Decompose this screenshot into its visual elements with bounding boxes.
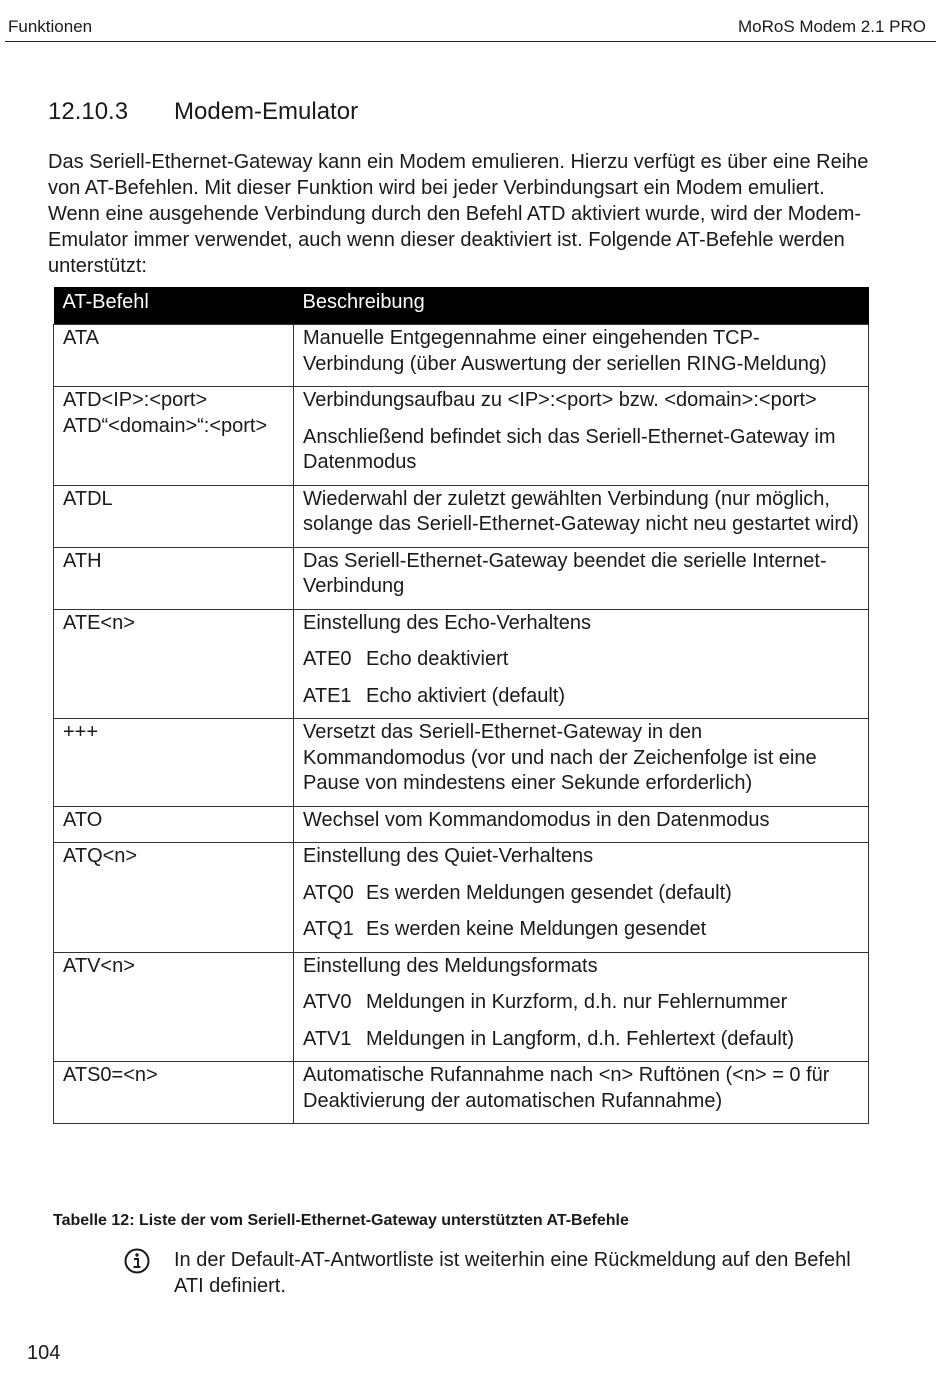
option-code: ATQ1 (303, 918, 354, 940)
option-code: ATV0 (303, 991, 352, 1013)
page-number: 104 (27, 1342, 61, 1364)
description-text: Einstellung des Quiet-Verhaltens (303, 845, 594, 867)
command-cell: ATA (54, 325, 294, 387)
at-command-table (53, 287, 869, 1124)
option-text: Meldungen in Kurzform, d.h. nur Fehlernummer (366, 991, 788, 1013)
table-caption: Tabelle 12: Liste der vom Seriell-Ethernet-Gateway unterstützten AT-Befehle (53, 1212, 629, 1229)
table-row (54, 806, 869, 843)
description-cell (294, 843, 869, 953)
command-cell: ATQ<n> (54, 843, 294, 953)
section-number: 12.10.3 (48, 98, 129, 125)
description-cell: Wiederwahl der zuletzt gewählten Verbindung (nur möglich, solange das Seriell-Ethernet-Gateway nicht neu gestartet wird) (294, 485, 869, 547)
description-cell: Versetzt das Seriell-Ethernet-Gateway in den Kommandomodus (vor und nach der Zeichenfolge ist eine Pause von mindestens einer Sekunde erforderlich) (294, 719, 869, 807)
info-note: In der Default-AT-Antwortliste ist weiterhin eine Rückmeldung auf den Befehl ATI definiert. (174, 1249, 851, 1297)
running-header-right: MoRoS Modem 2.1 PRO (737, 17, 926, 36)
table-row (54, 1062, 869, 1124)
description-cell: Automatische Rufannahme nach <n> Ruftönen (<n> = 0 für Deaktivierung der automatischen Rufannahme) (294, 1062, 869, 1124)
intro-paragraph: Das Seriell-Ethernet-Gateway kann ein Modem emulieren. Hierzu verfügt es über eine Reihe von AT-Befehlen. Mit dieser Funktion wird bei jeder Verbindungsart ein Modem emuliert. Wenn eine ausgehende Verbindung durch den Befehl ATD aktiviert wurde, wird der Modem-Emulator immer verwendet, auch wenn dieser deaktiviert ist. Folgende AT-Befehle werden unterstützt: (48, 151, 869, 277)
running-header-left: Funktionen (8, 17, 93, 36)
table-row (54, 485, 869, 547)
command-cell: +++ (54, 719, 294, 807)
description-text: Verbindungsaufbau zu <IP>:<port> bzw. <domain>:<port> (303, 389, 817, 411)
info-icon (122, 1247, 152, 1277)
command-cell: ATDL (54, 485, 294, 547)
option-line (303, 684, 859, 710)
option-text: Meldungen in Langform, d.h. Fehlertext (default) (366, 1027, 795, 1050)
column-header-description: Beschreibung (294, 287, 869, 325)
command-cell: ATH (54, 547, 294, 609)
option-line (303, 917, 859, 943)
description-cell: Manuelle Entgegennahme einer eingehenden TCP-Verbindung (über Auswertung der seriellen RING-Meldung) (294, 325, 869, 387)
table-row (54, 952, 869, 1062)
description-text: Einstellung des Echo-Verhaltens (303, 611, 591, 634)
command-cell: ATD<IP>:<port> ATD“<domain>“:<port> (54, 387, 294, 486)
description-cell: Wechsel vom Kommandomodus in den Datenmodus (294, 806, 869, 843)
table-header-row (54, 287, 869, 325)
table-row (54, 719, 869, 807)
option-text: Es werden Meldungen gesendet (default) (366, 881, 732, 904)
description-cell (294, 609, 869, 719)
header-divider (5, 41, 936, 42)
description-extra: Anschließend befindet sich das Seriell-Ethernet-Gateway im Datenmodus (303, 425, 836, 473)
table-row (54, 547, 869, 609)
option-code: ATE1 (303, 684, 352, 707)
option-code: ATE0 (303, 648, 352, 670)
option-code: ATV1 (303, 1027, 352, 1050)
command-cell: ATO (54, 806, 294, 843)
table-row (54, 843, 869, 953)
option-line (303, 647, 859, 673)
option-text: Es werden keine Meldungen gesendet (366, 918, 707, 940)
command-cell: ATS0=<n> (54, 1062, 294, 1124)
table-row (54, 609, 869, 719)
option-line (303, 990, 859, 1016)
description-cell (294, 387, 869, 486)
table-row (54, 387, 869, 486)
option-code: ATQ0 (303, 881, 354, 904)
table-row (54, 325, 869, 387)
section-title: Modem-Emulator (174, 98, 359, 125)
option-text: Echo deaktiviert (366, 648, 509, 670)
option-line (303, 881, 859, 907)
column-header-command: AT-Befehl (54, 287, 294, 325)
description-cell: Das Seriell-Ethernet-Gateway beendet die serielle Internet-Verbindung (294, 547, 869, 609)
command-cell: ATE<n> (54, 609, 294, 719)
command-cell: ATV<n> (54, 952, 294, 1062)
section-heading (48, 98, 358, 126)
option-line (303, 1027, 859, 1053)
description-text: Einstellung des Meldungsformats (303, 954, 598, 977)
description-cell (294, 952, 869, 1062)
option-text: Echo aktiviert (default) (366, 684, 565, 707)
